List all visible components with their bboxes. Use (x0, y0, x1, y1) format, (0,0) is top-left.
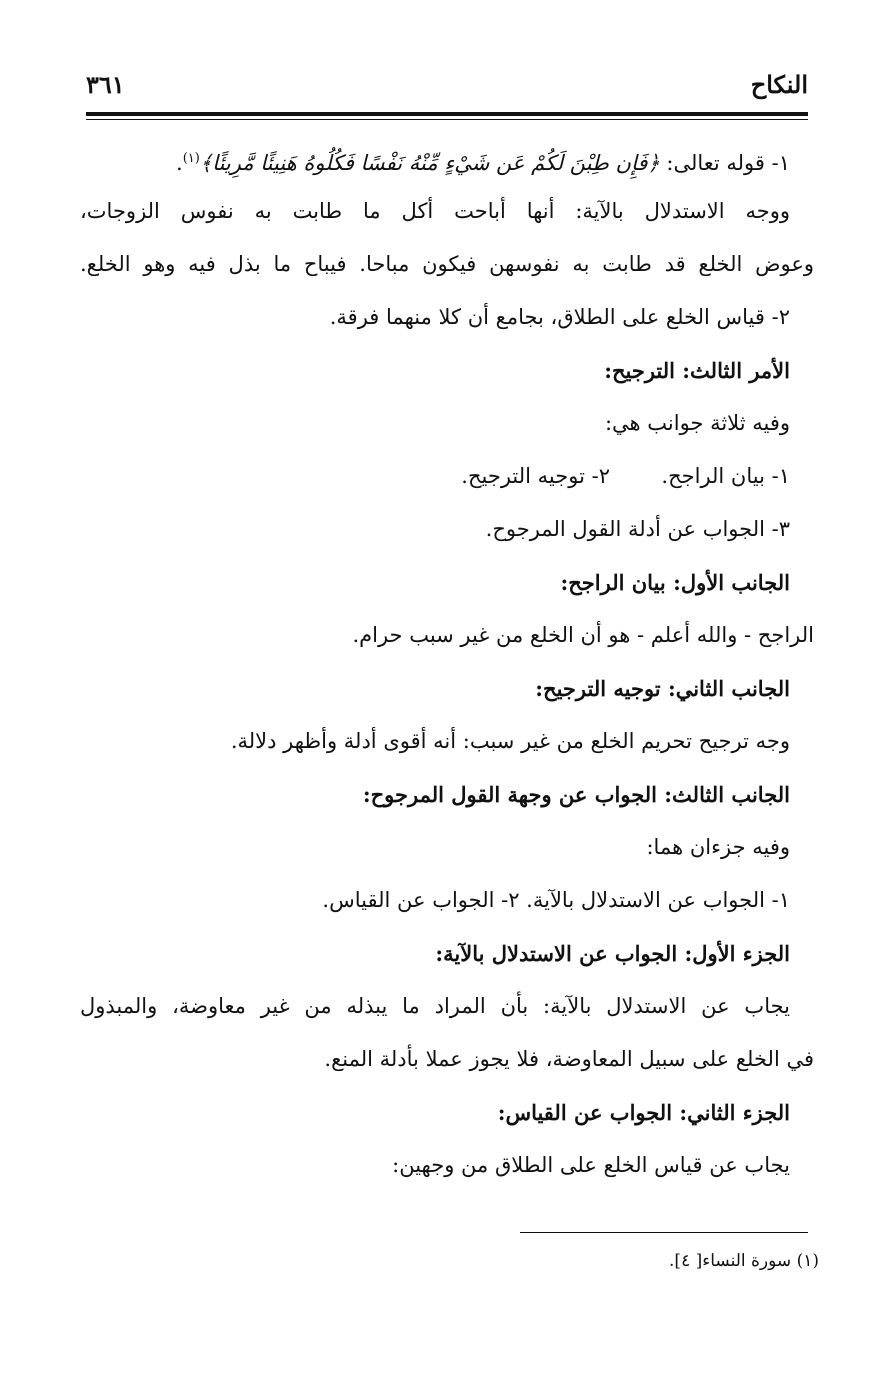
running-header (86, 64, 808, 104)
paragraph-line: يجاب عن الاستدلال بالآية: بأن المراد ما يبذله من غير معاوضة، والمبذول (80, 994, 790, 1018)
quran-verse: ﴿فَإِن طِبْنَ لَكُمْ عَن شَيْءٍ مِّنْهُ نَفْسًا فَكُلُوهُ هَنِيئًا مَّرِيئًا﴾ (199, 151, 660, 175)
page-number: ٣٦١ (86, 70, 125, 99)
section-heading: الجانب الثاني: توجيه الترجيح: (535, 676, 790, 701)
body-text (80, 132, 814, 1192)
chapter-title: النكاح (750, 70, 808, 99)
paragraph-line: وجه ترجيح تحريم الخلع من غير سبب: أنه أقوى أدلة وأظهر دلالة. (230, 729, 790, 753)
list-item: ٣- الجواب عن أدلة القول المرجوح. (485, 517, 790, 541)
list-item: ٢- توجيه الترجيح. (461, 464, 610, 488)
paragraph-line: ووجه الاستدلال بالآية: أنها أباحت أكل ما طابت به نفوس الزوجات، (80, 199, 790, 223)
paragraph-line: ٢- قياس الخلع على الطلاق، بجامع أن كلا منهما فرقة. (329, 305, 790, 329)
paragraph-line: الراجح - والله أعلم - هو أن الخلع من غير سبب حرام. (352, 623, 814, 647)
paragraph-line: يجاب عن قياس الخلع على الطلاق من وجهين: (392, 1153, 790, 1177)
footnote: (١) سورة النساء[ ٤]. (669, 1251, 819, 1271)
header-rule-thin (86, 119, 808, 120)
list-row (80, 450, 814, 503)
list-item: ١- بيان الراجح. (661, 464, 790, 488)
section-heading: الجزء الثاني: الجواب عن القياس: (497, 1100, 790, 1125)
paragraph-line: في الخلع على سبيل المعاوضة، فلا يجوز عملا بأدلة المنع. (324, 1047, 814, 1071)
footnote-rule (520, 1232, 808, 1233)
header-rule-thick (86, 112, 808, 116)
verse-intro: ١- قوله تعالى: (659, 151, 790, 175)
footnote-ref: (١) (182, 151, 200, 166)
list-item: ١- الجواب عن الاستدلال بالآية. ٢- الجواب عن القياس. (322, 888, 790, 912)
section-heading: الجانب الثالث: الجواب عن وجهة القول المرجوح: (362, 782, 790, 807)
paragraph-line: وفيه جزءان هما: (646, 835, 790, 859)
section-heading: الأمر الثالث: الترجيح: (604, 358, 790, 383)
line-end: . (176, 151, 183, 175)
paragraph-line: وعوض الخلع قد طابت به نفوسهن فيكون مباحا. فيباح ما بذل فيه وهو الخلع. (80, 252, 814, 276)
paragraph-line: وفيه ثلاثة جوانب هي: (604, 411, 790, 435)
section-heading: الجزء الأول: الجواب عن الاستدلال بالآية: (435, 941, 790, 966)
section-heading: الجانب الأول: بيان الراجح: (560, 570, 790, 595)
paragraph-line (80, 132, 814, 185)
